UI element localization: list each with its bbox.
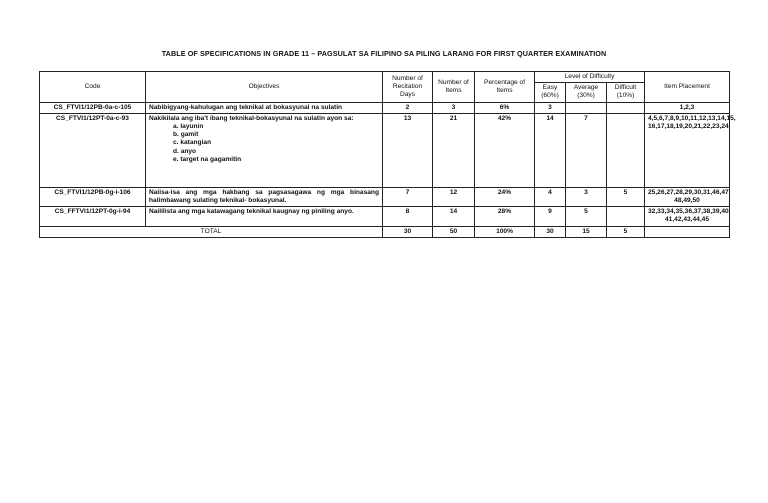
objective-sublist [149,123,379,164]
easy-count: 9 [535,207,566,226]
header-difficult: Difficult (10%) [607,83,645,102]
percentage: 42% [475,113,535,187]
item-placement: 25,26,27,28,29,30,31,46,47, 48,49,50 [645,187,730,206]
percentage: 28% [475,207,535,226]
item-placement: 32,33,34,35,36,37,38,39,40, 41,42,43,44,45 [645,207,730,226]
total-easy: 30 [535,226,566,237]
header-easy: Easy (60%) [535,83,566,102]
easy-count: 4 [535,187,566,206]
total-recitation-days: 30 [383,226,433,237]
header-number-of-items: Number of Items [433,72,475,103]
header-item-placement: Item Placement [645,72,730,103]
table-row [40,187,730,206]
easy-count: 3 [535,102,566,113]
header-average: Average (30%) [566,83,607,102]
list-item: b. gamit [173,131,199,139]
average-count [566,102,607,113]
easy-count: 14 [535,113,566,187]
objective: Naiisa-isa ang mga hakbang sa pagsasagawa ng mga binasang halimbawang sulating teknikal- bokasyunal. [146,187,383,206]
list-item: d. anyo [173,147,197,155]
number-of-items: 21 [433,113,475,187]
item-placement: 4,5,6,7,8,9,10,11,12,13,14,15, 16,17,18,19,20,21,22,23,24 [645,113,730,187]
header-percentage: Percentage of Items [475,72,535,103]
document-title: TABLE OF SPECIFICATIONS IN GRADE 11 – PAGSULAT SA FILIPINO SA PILING LARANG FOR FIRST QUARTER EXAMINATION [161,49,607,58]
average-count: 5 [566,207,607,226]
total-percentage: 100% [475,226,535,237]
table-row [40,113,730,187]
difficult-count: 5 [607,187,645,206]
objective-cell [146,113,383,187]
number-of-items: 3 [433,102,475,113]
objective: Nabibigyang-kahulugan ang teknikal at bokasyunal na sulatin [146,102,383,113]
percentage: 6% [475,102,535,113]
total-label: TOTAL [40,226,383,237]
table-row [40,102,730,113]
header-row-1 [40,72,730,83]
table-row [40,207,730,226]
competency-code: CS_FTVI1/12PB-0g-i-106 [40,187,146,206]
recitation-days: 7 [383,187,433,206]
number-of-items: 12 [433,187,475,206]
number-of-items: 14 [433,207,475,226]
list-item: e. target na gagamitin [173,155,242,163]
objective: Nakikilala ang iba't ibang teknikal-bokasyunal na sulatin ayon sa: [149,114,354,122]
competency-code: CS_FTVI1/12PB-0a-c-105 [40,102,146,113]
competency-code: CS_FTVI1/12PT-0a-c-93 [40,113,146,187]
objective: Naililista ang mga katawagang teknikal kaugnay ng piniling anyo. [146,207,383,226]
percentage: 24% [475,187,535,206]
recitation-days: 2 [383,102,433,113]
average-count: 3 [566,187,607,206]
total-item-placement [645,226,730,237]
list-item: c. katangian [173,139,212,147]
recitation-days: 8 [383,207,433,226]
total-average: 15 [566,226,607,237]
difficult-count [607,207,645,226]
header-recitation-days: Number of Recitation Days [383,72,433,103]
total-difficult: 5 [607,226,645,237]
list-item: a. layunin [173,123,204,131]
specifications-table [39,71,736,238]
header-objectives: Objectives [146,72,383,103]
total-number-of-items: 50 [433,226,475,237]
competency-code: CS_FFTVI1/12PT-0g-i-94 [40,207,146,226]
total-row [40,226,730,237]
header-level-of-difficulty: Level of Difficulty [535,72,645,83]
item-placement: 1,2,3 [645,102,730,113]
difficult-count [607,113,645,187]
average-count: 7 [566,113,607,187]
recitation-days: 13 [383,113,433,187]
header-code: Code [40,72,146,103]
difficult-count [607,102,645,113]
